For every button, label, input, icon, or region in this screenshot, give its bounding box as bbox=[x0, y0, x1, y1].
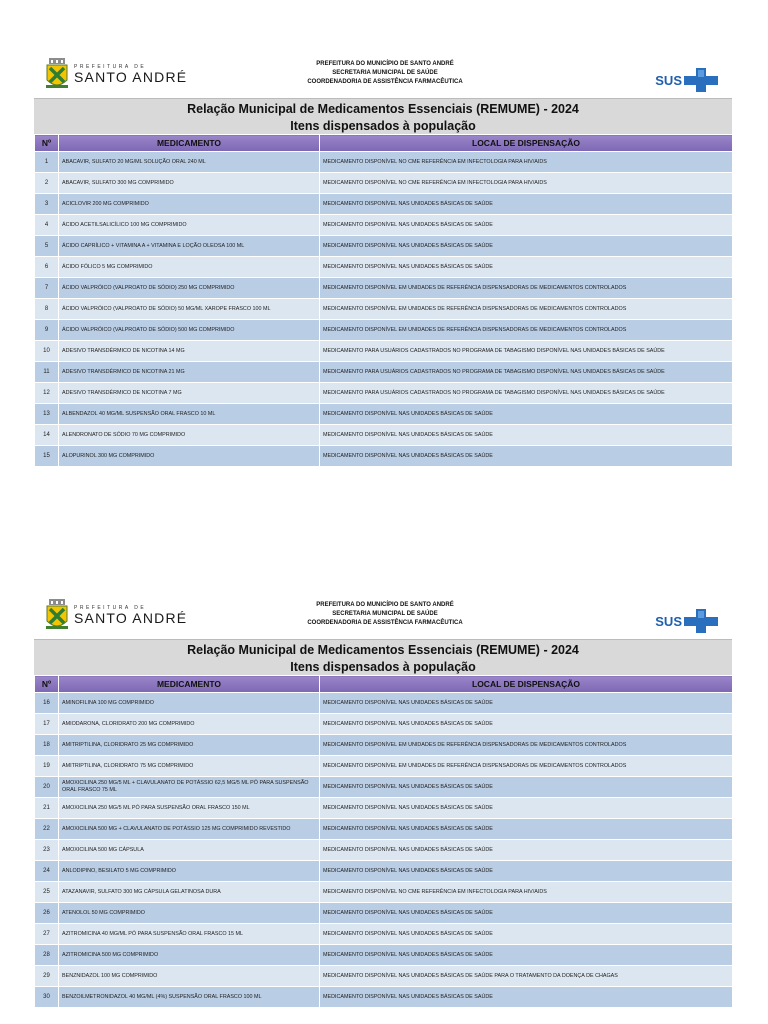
medicine-name: ÁCIDO FÓLICO 5 MG COMPRIMIDO bbox=[59, 257, 320, 278]
dispensing-location: MEDICAMENTO DISPONÍVEL NAS UNIDADES BÁSICAS DE SAÚDE bbox=[320, 924, 733, 945]
medicine-name: ALENDRONATO DE SÓDIO 70 MG COMPRIMIDO bbox=[59, 425, 320, 446]
table-row bbox=[35, 882, 733, 903]
table-row bbox=[35, 215, 733, 236]
row-number: 6 bbox=[35, 257, 59, 278]
medicine-name: ADESIVO TRANSDÉRMICO DE NICOTINA 21 MG bbox=[59, 362, 320, 383]
title-line-1: Relação Municipal de Medicamentos Essenciais (REMUME) - 2024 bbox=[187, 643, 579, 657]
sus-label: SUS bbox=[655, 72, 682, 88]
row-number: 29 bbox=[35, 966, 59, 987]
medicine-name: ABACAVIR, SULFATO 20 MG/ML SOLUÇÃO ORAL 240 ML bbox=[59, 152, 320, 173]
table-row bbox=[35, 446, 733, 467]
medicine-name: ÁCIDO VALPRÓICO (VALPROATO DE SÓDIO) 500 MG COMPRIMIDO bbox=[59, 320, 320, 341]
page-header bbox=[34, 597, 732, 639]
medicine-name: ADESIVO TRANSDÉRMICO DE NICOTINA 14 MG bbox=[59, 341, 320, 362]
table-header-row bbox=[35, 135, 733, 152]
column-header-medicamento: MEDICAMENTO bbox=[59, 676, 320, 693]
page-header bbox=[34, 56, 732, 98]
medicine-name: AMOXICILINA 500 MG + CLAVULANATO DE POTÁSSIO 125 MG COMPRIMIDO REVESTIDO bbox=[59, 819, 320, 840]
table-row bbox=[35, 861, 733, 882]
row-number: 17 bbox=[35, 714, 59, 735]
institution-line-2: SECRETARIA MUNICIPAL DE SAÚDE bbox=[332, 70, 438, 76]
table-row bbox=[35, 278, 733, 299]
table-row bbox=[35, 693, 733, 714]
row-number: 28 bbox=[35, 945, 59, 966]
row-number: 2 bbox=[35, 173, 59, 194]
table-row bbox=[35, 173, 733, 194]
dispensing-location: MEDICAMENTO DISPONÍVEL EM UNIDADES DE REFERÊNCIA DISPENSADORAS DE MEDICAMENTOS CONTROLADOS bbox=[320, 320, 733, 341]
row-number: 11 bbox=[35, 362, 59, 383]
medicine-name: AMINOFILINA 100 MG COMPRIMIDO bbox=[59, 693, 320, 714]
table-row bbox=[35, 320, 733, 341]
city-crest-icon bbox=[44, 599, 70, 631]
santo-andre-logo bbox=[44, 58, 187, 90]
medicine-name: ÁCIDO CAPRÍLICO + VITAMINA A + VITAMINA E LOÇÃO OLEOSA 100 ML bbox=[59, 236, 320, 257]
medicine-name: ABACAVIR, SULFATO 300 MG COMPRIMIDO bbox=[59, 173, 320, 194]
medicine-name: BENZNIDAZOL 100 MG COMPRIMIDO bbox=[59, 966, 320, 987]
dispensing-location: MEDICAMENTO DISPONÍVEL EM UNIDADES DE REFERÊNCIA DISPENSADORAS DE MEDICAMENTOS CONTROLADOS bbox=[320, 299, 733, 320]
medicine-name: ÁCIDO ACETILSALICÍLICO 100 MG COMPRIMIDO bbox=[59, 215, 320, 236]
row-number: 13 bbox=[35, 404, 59, 425]
dispensing-location: MEDICAMENTO DISPONÍVEL EM UNIDADES DE REFERÊNCIA DISPENSADORAS DE MEDICAMENTOS CONTROLADOS bbox=[320, 756, 733, 777]
row-number: 30 bbox=[35, 987, 59, 1008]
dispensing-location: MEDICAMENTO PARA USUÁRIOS CADASTRADOS NO PROGRAMA DE TABAGISMO DISPONÍVEL NAS UNIDADES BÁSICAS DE SAÚDE bbox=[320, 383, 733, 404]
row-number: 23 bbox=[35, 840, 59, 861]
logo-subtitle: PREFEITURA DE bbox=[74, 605, 147, 611]
dispensing-location: MEDICAMENTO DISPONÍVEL NAS UNIDADES BÁSICAS DE SAÚDE bbox=[320, 798, 733, 819]
dispensing-location: MEDICAMENTO DISPONÍVEL NAS UNIDADES BÁSICAS DE SAÚDE bbox=[320, 714, 733, 735]
table-row bbox=[35, 777, 733, 798]
institution-block bbox=[280, 60, 490, 87]
sus-cross-icon bbox=[684, 68, 718, 92]
column-header-medicamento: MEDICAMENTO bbox=[59, 135, 320, 152]
santo-andre-logo bbox=[44, 599, 187, 631]
medicine-name: ACICLOVIR 200 MG COMPRIMIDO bbox=[59, 194, 320, 215]
row-number: 9 bbox=[35, 320, 59, 341]
table-row bbox=[35, 341, 733, 362]
dispensing-location: MEDICAMENTO DISPONÍVEL NAS UNIDADES BÁSICAS DE SAÚDE bbox=[320, 945, 733, 966]
dispensing-location: MEDICAMENTO PARA USUÁRIOS CADASTRADOS NO PROGRAMA DE TABAGISMO DISPONÍVEL NAS UNIDADES BÁSICAS DE SAÚDE bbox=[320, 341, 733, 362]
medicine-name: ALOPURINOL 300 MG COMPRIMIDO bbox=[59, 446, 320, 467]
table-row bbox=[35, 299, 733, 320]
table-row bbox=[35, 236, 733, 257]
title-line-2: Itens dispensados à população bbox=[290, 660, 476, 674]
medicine-name: ÁCIDO VALPRÓICO (VALPROATO DE SÓDIO) 50 MG/ML XAROPE FRASCO 100 ML bbox=[59, 299, 320, 320]
medicine-name: AMITRIPTILINA, CLORIDRATO 25 MG COMPRIMIDO bbox=[59, 735, 320, 756]
city-crest-icon bbox=[44, 58, 70, 90]
row-number: 24 bbox=[35, 861, 59, 882]
dispensing-location: MEDICAMENTO DISPONÍVEL NO CME REFERÊNCIA EM INFECTOLOGIA PARA HIV/AIDS bbox=[320, 882, 733, 903]
column-header-num: Nº bbox=[35, 135, 59, 152]
table-row bbox=[35, 714, 733, 735]
row-number: 21 bbox=[35, 798, 59, 819]
row-number: 4 bbox=[35, 215, 59, 236]
dispensing-location: MEDICAMENTO DISPONÍVEL NAS UNIDADES BÁSICAS DE SAÚDE PARA O TRATAMENTO DA DOENÇA DE CHAGAS bbox=[320, 966, 733, 987]
table-row bbox=[35, 819, 733, 840]
dispensing-location: MEDICAMENTO DISPONÍVEL NAS UNIDADES BÁSICAS DE SAÚDE bbox=[320, 425, 733, 446]
row-number: 16 bbox=[35, 693, 59, 714]
logo-name: SANTO ANDRÉ bbox=[74, 610, 188, 626]
table-row bbox=[35, 194, 733, 215]
table-row bbox=[35, 924, 733, 945]
institution-line-1: PREFEITURA DO MUNICÍPIO DE SANTO ANDRÉ bbox=[316, 602, 454, 608]
medicine-name: BENZOILMETRONIDAZOL 40 MG/ML (4%) SUSPENSÃO ORAL FRASCO 100 ML bbox=[59, 987, 320, 1008]
table-row bbox=[35, 945, 733, 966]
row-number: 18 bbox=[35, 735, 59, 756]
medicine-name: ANLODIPINO, BESILATO 5 MG COMPRIMIDO bbox=[59, 861, 320, 882]
row-number: 15 bbox=[35, 446, 59, 467]
dispensing-location: MEDICAMENTO DISPONÍVEL NAS UNIDADES BÁSICAS DE SAÚDE bbox=[320, 861, 733, 882]
dispensing-location: MEDICAMENTO PARA USUÁRIOS CADASTRADOS NO PROGRAMA DE TABAGISMO DISPONÍVEL NAS UNIDADES BÁSICAS DE SAÚDE bbox=[320, 362, 733, 383]
row-number: 8 bbox=[35, 299, 59, 320]
dispensing-location: MEDICAMENTO DISPONÍVEL NAS UNIDADES BÁSICAS DE SAÚDE bbox=[320, 903, 733, 924]
table-row bbox=[35, 735, 733, 756]
row-number: 22 bbox=[35, 819, 59, 840]
table-row bbox=[35, 404, 733, 425]
dispensing-location: MEDICAMENTO DISPONÍVEL NAS UNIDADES BÁSICAS DE SAÚDE bbox=[320, 215, 733, 236]
logo-name: SANTO ANDRÉ bbox=[74, 69, 188, 85]
table-row bbox=[35, 987, 733, 1008]
medicine-name: AMOXICILINA 250 MG/5 ML + CLAVULANATO DE POTÁSSIO 62,5 MG/5 ML PÓ PARA SUSPENSÃO ORAL FRASCO 75 ML bbox=[59, 777, 320, 798]
institution-block bbox=[280, 601, 490, 628]
table-header-row bbox=[35, 676, 733, 693]
table-row bbox=[35, 966, 733, 987]
row-number: 25 bbox=[35, 882, 59, 903]
institution-line-2: SECRETARIA MUNICIPAL DE SAÚDE bbox=[332, 611, 438, 617]
column-header-local: LOCAL DE DISPENSAÇÃO bbox=[320, 135, 733, 152]
table-row bbox=[35, 257, 733, 278]
institution-line-1: PREFEITURA DO MUNICÍPIO DE SANTO ANDRÉ bbox=[316, 61, 454, 67]
dispensing-location: MEDICAMENTO DISPONÍVEL NAS UNIDADES BÁSICAS DE SAÚDE bbox=[320, 404, 733, 425]
document-title bbox=[34, 639, 732, 675]
dispensing-location: MEDICAMENTO DISPONÍVEL NAS UNIDADES BÁSICAS DE SAÚDE bbox=[320, 194, 733, 215]
title-line-2: Itens dispensados à população bbox=[290, 119, 476, 133]
medicine-name: ALBENDAZOL 40 MG/ML SUSPENSÃO ORAL FRASCO 10 ML bbox=[59, 404, 320, 425]
document-page-1 bbox=[34, 56, 732, 467]
institution-line-3: COORDENADORIA DE ASSISTÊNCIA FARMACÊUTICA bbox=[307, 79, 463, 85]
row-number: 5 bbox=[35, 236, 59, 257]
medicine-name: ADESIVO TRANSDÉRMICO DE NICOTINA 7 MG bbox=[59, 383, 320, 404]
table-row bbox=[35, 152, 733, 173]
medicine-name: ÁCIDO VALPRÓICO (VALPROATO DE SÓDIO) 250 MG COMPRIMIDO bbox=[59, 278, 320, 299]
medicine-name: AMOXICILINA 250 MG/5 ML PÓ PARA SUSPENSÃO ORAL FRASCO 150 ML bbox=[59, 798, 320, 819]
medicines-table-1 bbox=[34, 134, 733, 467]
row-number: 3 bbox=[35, 194, 59, 215]
row-number: 1 bbox=[35, 152, 59, 173]
row-number: 27 bbox=[35, 924, 59, 945]
row-number: 20 bbox=[35, 777, 59, 798]
dispensing-location: MEDICAMENTO DISPONÍVEL NAS UNIDADES BÁSICAS DE SAÚDE bbox=[320, 446, 733, 467]
row-number: 7 bbox=[35, 278, 59, 299]
table-row bbox=[35, 383, 733, 404]
dispensing-location: MEDICAMENTO DISPONÍVEL NAS UNIDADES BÁSICAS DE SAÚDE bbox=[320, 693, 733, 714]
dispensing-location: MEDICAMENTO DISPONÍVEL NAS UNIDADES BÁSICAS DE SAÚDE bbox=[320, 257, 733, 278]
table-row bbox=[35, 756, 733, 777]
medicine-name: AZITROMICINA 500 MG COMPRIMIDO bbox=[59, 945, 320, 966]
document-page-2 bbox=[34, 597, 732, 1008]
medicine-name: AMOXICILINA 500 MG CÁPSULA bbox=[59, 840, 320, 861]
sus-logo bbox=[655, 68, 718, 92]
sus-cross-icon bbox=[684, 609, 718, 633]
medicine-name: ATENOLOL 50 MG COMPRIMIDO bbox=[59, 903, 320, 924]
dispensing-location: MEDICAMENTO DISPONÍVEL NO CME REFERÊNCIA EM INFECTOLOGIA PARA HIV/AIDS bbox=[320, 173, 733, 194]
title-line-1: Relação Municipal de Medicamentos Essenciais (REMUME) - 2024 bbox=[187, 102, 579, 116]
row-number: 26 bbox=[35, 903, 59, 924]
dispensing-location: MEDICAMENTO DISPONÍVEL NO CME REFERÊNCIA EM INFECTOLOGIA PARA HIV/AIDS bbox=[320, 152, 733, 173]
dispensing-location: MEDICAMENTO DISPONÍVEL EM UNIDADES DE REFERÊNCIA DISPENSADORAS DE MEDICAMENTOS CONTROLADOS bbox=[320, 735, 733, 756]
dispensing-location: MEDICAMENTO DISPONÍVEL NAS UNIDADES BÁSICAS DE SAÚDE bbox=[320, 987, 733, 1008]
sus-label: SUS bbox=[655, 613, 682, 629]
dispensing-location: MEDICAMENTO DISPONÍVEL NAS UNIDADES BÁSICAS DE SAÚDE bbox=[320, 777, 733, 798]
row-number: 19 bbox=[35, 756, 59, 777]
logo-subtitle: PREFEITURA DE bbox=[74, 64, 147, 70]
column-header-local: LOCAL DE DISPENSAÇÃO bbox=[320, 676, 733, 693]
column-header-num: Nº bbox=[35, 676, 59, 693]
table-row bbox=[35, 798, 733, 819]
sus-logo bbox=[655, 609, 718, 633]
document-title bbox=[34, 98, 732, 134]
medicine-name: AMITRIPTILINA, CLORIDRATO 75 MG COMPRIMIDO bbox=[59, 756, 320, 777]
medicine-name: AMIODARONA, CLORIDRATO 200 MG COMPRIMIDO bbox=[59, 714, 320, 735]
row-number: 10 bbox=[35, 341, 59, 362]
dispensing-location: MEDICAMENTO DISPONÍVEL NAS UNIDADES BÁSICAS DE SAÚDE bbox=[320, 236, 733, 257]
medicine-name: ATAZANAVIR, SULFATO 300 MG CÁPSULA GELATINOSA DURA bbox=[59, 882, 320, 903]
table-row bbox=[35, 425, 733, 446]
dispensing-location: MEDICAMENTO DISPONÍVEL NAS UNIDADES BÁSICAS DE SAÚDE bbox=[320, 840, 733, 861]
institution-line-3: COORDENADORIA DE ASSISTÊNCIA FARMACÊUTICA bbox=[307, 620, 463, 626]
table-row bbox=[35, 362, 733, 383]
row-number: 12 bbox=[35, 383, 59, 404]
table-row bbox=[35, 903, 733, 924]
dispensing-location: MEDICAMENTO DISPONÍVEL EM UNIDADES DE REFERÊNCIA DISPENSADORAS DE MEDICAMENTOS CONTROLADOS bbox=[320, 278, 733, 299]
table-row bbox=[35, 840, 733, 861]
medicine-name: AZITROMICINA 40 MG/ML PÓ PARA SUSPENSÃO ORAL FRASCO 15 ML bbox=[59, 924, 320, 945]
medicines-table-2 bbox=[34, 675, 733, 1008]
dispensing-location: MEDICAMENTO DISPONÍVEL NAS UNIDADES BÁSICAS DE SAÚDE bbox=[320, 819, 733, 840]
row-number: 14 bbox=[35, 425, 59, 446]
